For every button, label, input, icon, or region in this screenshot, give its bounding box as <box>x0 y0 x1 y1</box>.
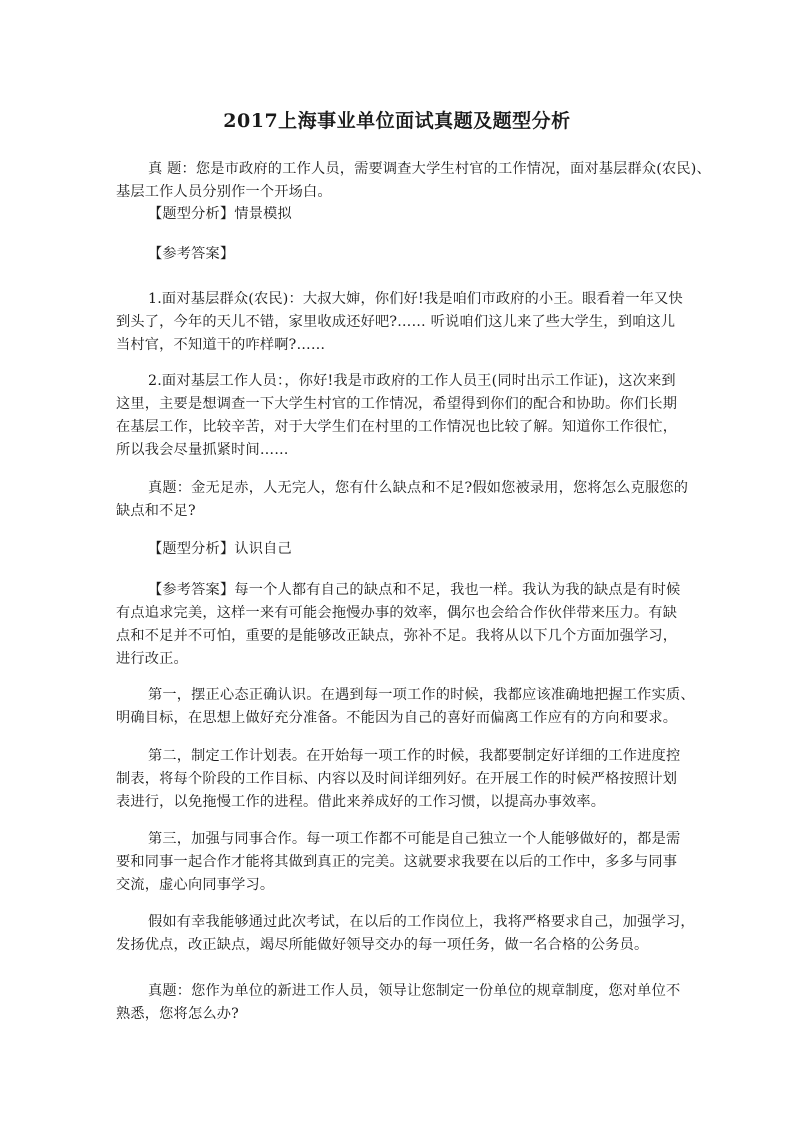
answer-2-point-2-line: 表进行，以免拖慢工作的进程。借此来养成好的工作习惯，以提高办事效率。 <box>116 794 606 810</box>
question-3 <box>116 980 694 1026</box>
analysis-1-label: 【题型分析】情景模拟 <box>148 206 292 222</box>
answer-2-line: 有点追求完美，这样一来有可能会拖慢办事的效率，偶尔也会给合作伙伴带来压力。有缺 <box>116 605 678 621</box>
answer-2 <box>116 579 694 671</box>
question-2-line: 缺点和不足? <box>116 503 196 519</box>
answer-2-point-3-line: 交流，虚心向同事学习。 <box>116 877 275 893</box>
answer-2-conclusion <box>116 911 694 957</box>
answer-2-point-2-line: 制表，将每个阶段的工作目标、内容以及时间详细列好。在开展工作的时候严格按照计划 <box>116 771 678 787</box>
answer-2-line: 【参考答案】每一个人都有自己的缺点和不足，我也一样。我认为我的缺点是有时候 <box>148 582 681 598</box>
page-title: 2017上海事业单位面试真题及题型分析 <box>223 110 571 132</box>
analysis-2-label: 【题型分析】认识自己 <box>148 541 292 557</box>
answer-2-point-1 <box>116 684 694 730</box>
question-3-line: 真题：您作为单位的新进工作人员，领导让您制定一份单位的规章制度，您对单位不 <box>148 983 681 999</box>
answer-1-heading <box>116 243 694 266</box>
answer-1-part-2-line: 在基层工作，比较辛苦，对于大学生们在村里的工作情况也比较了解。知道你工作很忙， <box>116 419 678 435</box>
answer-1-part-2-line: 这里，主要是想调查一下大学生村官的工作情况，希望得到你们的配合和协助。你们长期 <box>116 396 678 412</box>
answer-1-part-2 <box>116 370 694 462</box>
answer-1-label: 【参考答案】 <box>148 246 235 262</box>
analysis-1 <box>116 203 694 226</box>
answer-1-part-2-line: 2.面对基层工作人员：，你好!我是市政府的工作人员王(同时出示工作证)，这次来到 <box>148 373 676 389</box>
answer-2-point-3 <box>116 828 694 897</box>
question-2 <box>116 477 694 523</box>
answer-1-part-1-line: 1.面对基层群众(农民)：大叔大婶，你们好!我是咱们市政府的小王。眼看着一年又快 <box>148 291 683 307</box>
answer-1-part-1-line: 当村官，不知道干的咋样啊?…… <box>116 337 326 353</box>
answer-2-point-2 <box>116 745 694 814</box>
answer-2-line: 进行改正。 <box>116 651 188 667</box>
question-2-line: 真题：金无足赤，人无完人，您有什么缺点和不足?假如您被录用，您将怎么克服您的 <box>148 480 689 496</box>
question-1-line: 真 题：您是市政府的工作人员，需要调查大学生村官的工作情况，面对基层群众(农民)、 <box>148 161 711 177</box>
answer-2-point-3-line: 第三，加强与同事合作。每一项工作都不可能是自己独立一个人能够做好的，都是需 <box>148 831 681 847</box>
question-1 <box>116 158 711 204</box>
answer-2-point-2-line: 第二，制定工作计划表。在开始每一项工作的时候，我都要制定好详细的工作进度控 <box>148 748 681 764</box>
question-3-line: 熟悉，您将怎么办? <box>116 1006 239 1022</box>
answer-2-point-3-line: 要和同事一起合作才能将其做到真正的完美。这就要求我要在以后的工作中，多多与同事 <box>116 854 678 870</box>
answer-2-line: 点和不足并不可怕，重要的是能够改正缺点，弥补不足。我将从以下几个方面加强学习， <box>116 628 678 644</box>
answer-2-point-1-line: 明确目标，在思想上做好充分准备。不能因为自己的喜好而偏离工作应有的方向和要求。 <box>116 710 678 726</box>
answer-2-conclusion-line: 假如有幸我能够通过此次考试，在以后的工作岗位上，我将严格要求自己，加强学习， <box>148 914 695 930</box>
answer-1-part-1-line: 到头了，今年的天儿不错，家里收成还好吧?…… 听说咱们这儿来了些大学生，到咱这儿 <box>116 314 676 330</box>
answer-2-point-1-line: 第一，摆正心态正确认识。在遇到每一项工作的时候，我都应该准确地把握工作实质、 <box>148 687 695 703</box>
answer-1-part-1 <box>116 288 694 357</box>
question-1-line: 基层工作人员分别作一个开场白。 <box>116 184 332 200</box>
analysis-2 <box>116 538 694 561</box>
answer-1-part-2-line: 所以我会尽量抓紧时间…… <box>116 442 289 458</box>
answer-2-conclusion-line: 发扬优点，改正缺点，竭尽所能做好领导交办的每一项任务，做一名合格的公务员。 <box>116 937 649 953</box>
